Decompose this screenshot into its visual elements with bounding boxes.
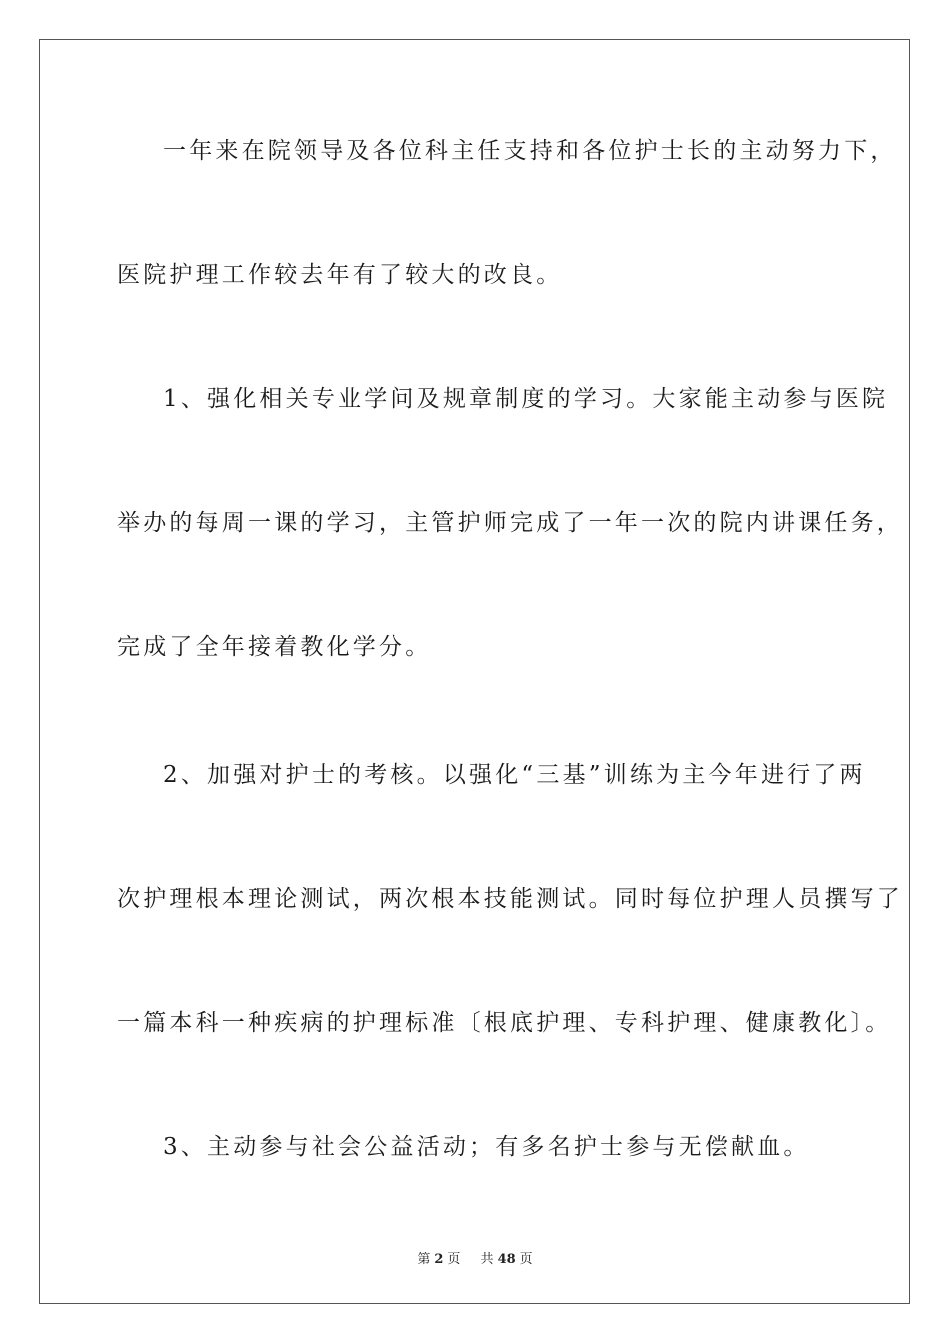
paragraph-line-6: 2、加强对护士的考核。以强化“三基”训练为主今年进行了两 [163,762,866,788]
total-pages: 48 [497,1252,516,1267]
paragraph-line-1: 一年来在院领导及各位科主任支持和各位护士长的主动努力下， [163,138,897,164]
paragraph-line-5: 完成了全年接着教化学分。 [117,634,432,660]
paragraph-line-2: 医院护理工作较去年有了较大的改良。 [117,262,563,288]
paragraph-line-4: 举办的每周一课的学习，主管护师完成了一年一次的院内讲课任务， [117,510,903,536]
paragraph-line-9: 3、主动参与社会公益活动；有多名护士参与无偿献血。 [163,1134,810,1160]
page-indicator [413,1252,464,1267]
paragraph-line-7: 次护理根本理论测试，两次根本技能测试。同时每位护理人员撰写了 [117,886,903,912]
page-footer [0,1248,950,1267]
paragraph-line-3: 1、强化相关专业学问及规章制度的学习。大家能主动参与医院 [163,386,889,412]
total-suffix: 页 [519,1252,533,1267]
page-border [39,39,910,1304]
page-suffix: 页 [447,1252,461,1267]
paragraph-line-8: 一篇本科一种疾病的护理标准〔根底护理、专科护理、健康教化〕。 [117,1010,892,1036]
page-number: 2 [434,1252,444,1267]
page-prefix: 第 [417,1252,431,1267]
total-indicator [477,1252,537,1267]
total-prefix: 共 [480,1252,494,1267]
